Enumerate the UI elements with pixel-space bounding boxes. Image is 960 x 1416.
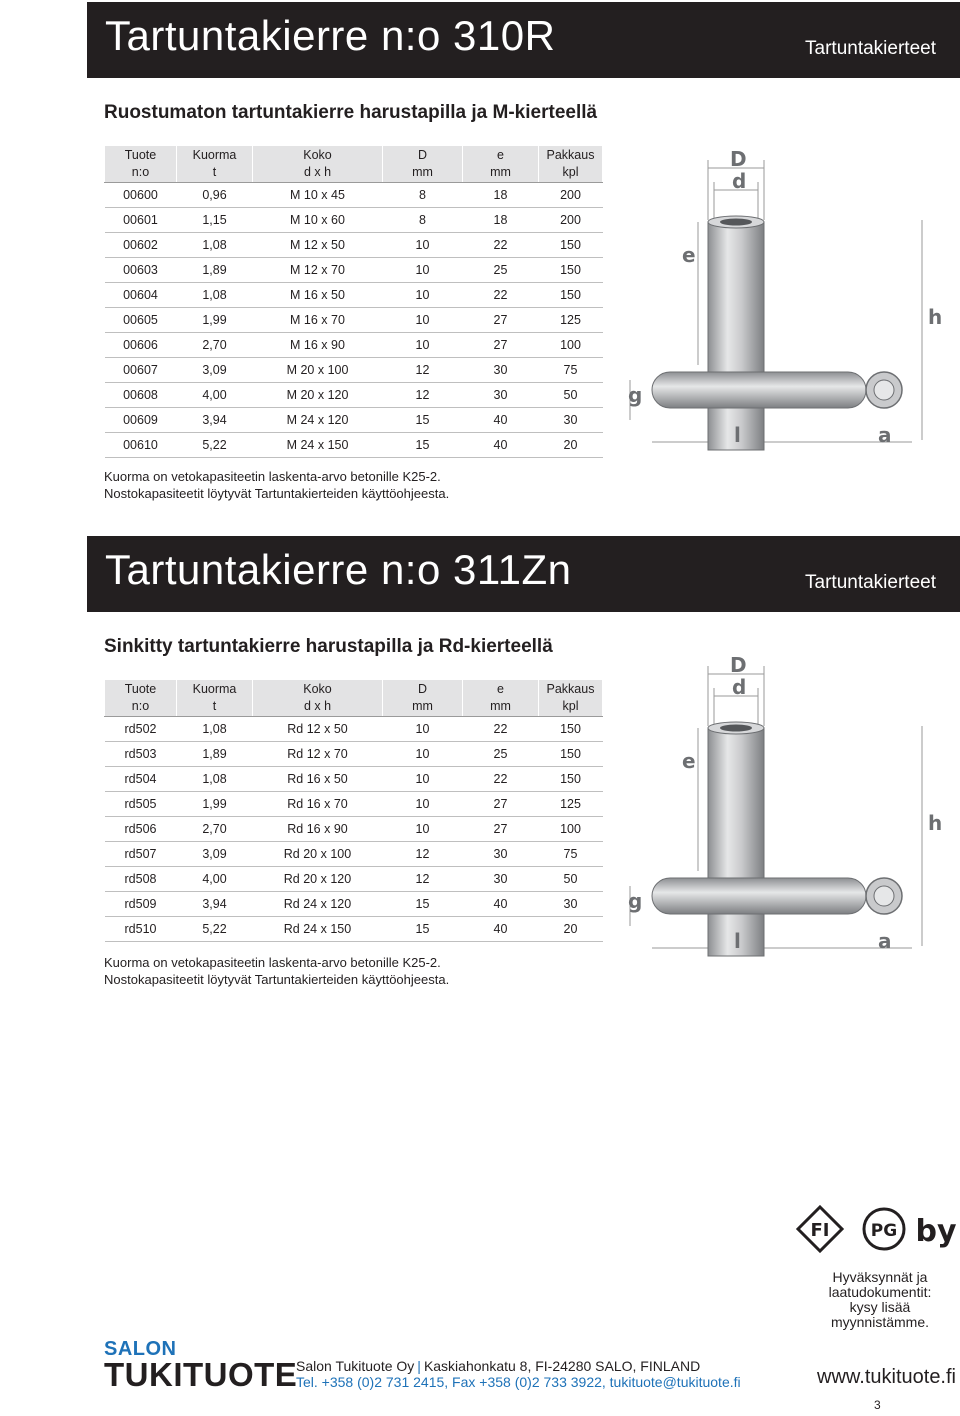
column-header: e mm [463, 680, 539, 717]
table-cell: 50 [539, 383, 603, 408]
table-cell: Rd 16 x 50 [253, 767, 383, 792]
table-cell: 30 [463, 358, 539, 383]
column-header: Kuorma t [177, 146, 253, 183]
dim-label-D: D [730, 656, 747, 677]
table-cell: 10 [383, 308, 463, 333]
table-cell: M 16 x 90 [253, 333, 383, 358]
table-cell: M 10 x 60 [253, 208, 383, 233]
table-cell: 2,70 [177, 817, 253, 842]
dim-label-h: h [928, 811, 943, 835]
table-cell: 10 [383, 258, 463, 283]
table-cell: 22 [463, 233, 539, 258]
table-cell: 30 [539, 892, 603, 917]
table-cell: 30 [463, 383, 539, 408]
table-cell: 15 [383, 408, 463, 433]
section-banner [87, 536, 960, 612]
table-row [105, 333, 603, 358]
table-cell: 10 [383, 283, 463, 308]
table-cell: 3,94 [177, 408, 253, 433]
svg-text:PG: PG [870, 1221, 898, 1241]
table-header-row [105, 146, 603, 183]
table-cell: 150 [539, 233, 603, 258]
table-cell: 8 [383, 183, 463, 208]
table-cell: 3,94 [177, 892, 253, 917]
table-cell: 1,08 [177, 767, 253, 792]
table-cell: 00601 [105, 208, 177, 233]
dim-label-l: l [734, 423, 741, 447]
table-cell: M 20 x 100 [253, 358, 383, 383]
table-cell: 10 [383, 742, 463, 767]
table-cell: 40 [463, 433, 539, 458]
table-cell: 1,15 [177, 208, 253, 233]
table-cell: 00605 [105, 308, 177, 333]
column-header: Koko d x h [253, 146, 383, 183]
table-cell: 18 [463, 208, 539, 233]
table-cell: 27 [463, 792, 539, 817]
table-cell: 0,96 [177, 183, 253, 208]
table-cell: 00604 [105, 283, 177, 308]
table-cell: 150 [539, 767, 603, 792]
table-row [105, 208, 603, 233]
table-cell: 100 [539, 817, 603, 842]
table-cell: 10 [383, 817, 463, 842]
table-cell: 5,22 [177, 917, 253, 942]
table-cell: 27 [463, 333, 539, 358]
table-cell: 12 [383, 358, 463, 383]
table-cell: 12 [383, 383, 463, 408]
company-info: Salon Tukituote Oy | Kaskiahonkatu 8, FI-24280 SALO, FINLAND Tel. +358 (0)2 731 2415, Fax +358 (0)2 733 3922, tukituote@tukituote.fi [296, 1358, 741, 1390]
table-cell: 10 [383, 792, 463, 817]
table-cell: 1,08 [177, 717, 253, 742]
table-cell: 4,00 [177, 867, 253, 892]
table-cell: 20 [539, 917, 603, 942]
table-row [105, 817, 603, 842]
table-cell: rd508 [105, 867, 177, 892]
table-cell: 200 [539, 208, 603, 233]
table-row [105, 717, 603, 742]
table-cell: 10 [383, 767, 463, 792]
table-cell: 10 [383, 333, 463, 358]
table-cell: 100 [539, 333, 603, 358]
table-cell: M 16 x 70 [253, 308, 383, 333]
table-cell: 75 [539, 358, 603, 383]
note-text: Nostokapasiteetit löytyvät Tartuntakierteiden käyttöohjeesta. [104, 486, 450, 501]
table-cell: M 24 x 150 [253, 433, 383, 458]
table-row [105, 383, 603, 408]
table-cell: 22 [463, 767, 539, 792]
table-cell: 25 [463, 742, 539, 767]
table-cell: rd507 [105, 842, 177, 867]
dim-label-g: g [628, 889, 643, 913]
table-row [105, 767, 603, 792]
table-cell: Rd 24 x 150 [253, 917, 383, 942]
note-text: Kuorma on vetokapasiteetin laskenta-arvo betonille K25-2. [104, 955, 441, 970]
table-cell: 10 [383, 233, 463, 258]
column-header: Pakkaus kpl [539, 146, 603, 183]
column-header: Koko d x h [253, 680, 383, 717]
company-contact: Tel. +358 (0)2 731 2415, Fax +358 (0)2 733 3922, tukituote@tukituote.fi [296, 1374, 741, 1390]
table-cell: 3,09 [177, 842, 253, 867]
column-header: Kuorma t [177, 680, 253, 717]
table-row [105, 917, 603, 942]
company-logo: SALON TUKITUOTE [104, 1338, 298, 1393]
table-cell: 40 [463, 917, 539, 942]
table-cell: M 16 x 50 [253, 283, 383, 308]
table-cell: 150 [539, 283, 603, 308]
page-title: Tartuntakierre n:o 310R [105, 12, 556, 59]
table-cell: 15 [383, 892, 463, 917]
approvals-note: Hyväksynnät ja laatudokumentit: kysy lisää myynnistämme. [828, 1269, 932, 1330]
table-row [105, 742, 603, 767]
column-header: Pakkaus kpl [539, 680, 603, 717]
table-row [105, 792, 603, 817]
table-cell: 18 [463, 183, 539, 208]
website-link[interactable]: www.tukituote.fi [817, 1366, 956, 1388]
table-cell: 50 [539, 867, 603, 892]
table-cell: 10 [383, 717, 463, 742]
table-cell: 125 [539, 792, 603, 817]
table-cell: rd506 [105, 817, 177, 842]
column-header: Tuote n:o [105, 680, 177, 717]
table-cell: 15 [383, 917, 463, 942]
table-cell: Rd 24 x 120 [253, 892, 383, 917]
certification-badges [780, 1205, 960, 1255]
category-label: Tartuntakierteet [805, 572, 936, 593]
svg-text:by: by [915, 1214, 957, 1249]
table-row [105, 258, 603, 283]
table-cell: M 12 x 50 [253, 233, 383, 258]
pg-mark-icon [864, 1209, 904, 1249]
table-cell: 30 [463, 842, 539, 867]
table-cell: Rd 12 x 70 [253, 742, 383, 767]
table-cell: 150 [539, 258, 603, 283]
table-cell: rd504 [105, 767, 177, 792]
table-cell: 40 [463, 408, 539, 433]
page-number: 3 [874, 1398, 881, 1412]
table-cell: 27 [463, 817, 539, 842]
dim-label-e: e [682, 243, 696, 267]
table-row [105, 233, 603, 258]
table-cell: Rd 16 x 70 [253, 792, 383, 817]
table-cell: 1,89 [177, 258, 253, 283]
table-cell: 15 [383, 433, 463, 458]
table-cell: 1,99 [177, 792, 253, 817]
table-cell: Rd 20 x 120 [253, 867, 383, 892]
dim-label-d: d [732, 675, 747, 699]
by-mark-icon [915, 1214, 956, 1249]
table-row [105, 408, 603, 433]
table-cell: M 12 x 70 [253, 258, 383, 283]
dim-label-h: h [928, 305, 943, 329]
anchor-diagram [622, 656, 958, 968]
table-cell: Rd 20 x 100 [253, 842, 383, 867]
table-cell: M 10 x 45 [253, 183, 383, 208]
anchor-diagram [622, 150, 958, 462]
table-cell: 1,99 [177, 308, 253, 333]
note-text: Nostokapasiteetit löytyvät Tartuntakierteiden käyttöohjeesta. [104, 972, 450, 987]
dim-label-l: l [734, 929, 741, 953]
page-title: Tartuntakierre n:o 311Zn [105, 546, 572, 593]
table-cell: 00600 [105, 183, 177, 208]
table-row [105, 892, 603, 917]
column-header: D mm [383, 680, 463, 717]
table-cell: 1,89 [177, 742, 253, 767]
table-cell: rd505 [105, 792, 177, 817]
table-row [105, 867, 603, 892]
table-cell: 75 [539, 842, 603, 867]
table-row [105, 183, 603, 208]
table-cell: 27 [463, 308, 539, 333]
table-cell: 25 [463, 258, 539, 283]
table-cell: 1,08 [177, 283, 253, 308]
column-header: Tuote n:o [105, 146, 177, 183]
column-header: D mm [383, 146, 463, 183]
table-cell: 30 [463, 867, 539, 892]
table-row [105, 358, 603, 383]
table-cell: 125 [539, 308, 603, 333]
dim-label-g: g [628, 383, 643, 407]
table-cell: rd510 [105, 917, 177, 942]
section-subtitle: Sinkitty tartuntakierre harustapilla ja Rd-kierteellä [104, 636, 553, 657]
table-cell: 00608 [105, 383, 177, 408]
table-cell: 40 [463, 892, 539, 917]
table-row [105, 283, 603, 308]
table-cell: 00609 [105, 408, 177, 433]
column-header: e mm [463, 146, 539, 183]
spec-table [104, 680, 603, 942]
svg-text:FI: FI [810, 1220, 830, 1241]
table-cell: rd502 [105, 717, 177, 742]
table-cell: 00602 [105, 233, 177, 258]
table-cell: 00603 [105, 258, 177, 283]
table-header-row [105, 680, 603, 717]
spec-table [104, 146, 603, 458]
dim-label-a: a [878, 423, 892, 447]
company-name: Salon Tukituote Oy [296, 1358, 415, 1374]
table-cell: 22 [463, 283, 539, 308]
table-row [105, 842, 603, 867]
table-cell: 8 [383, 208, 463, 233]
table-cell: 200 [539, 183, 603, 208]
table-cell: 00606 [105, 333, 177, 358]
table-cell: M 20 x 120 [253, 383, 383, 408]
fi-mark-icon [798, 1207, 842, 1251]
table-cell: 30 [539, 408, 603, 433]
table-cell: 20 [539, 433, 603, 458]
table-cell: Rd 16 x 90 [253, 817, 383, 842]
category-label: Tartuntakierteet [805, 38, 936, 59]
table-cell: 22 [463, 717, 539, 742]
table-row [105, 433, 603, 458]
table-cell: 12 [383, 867, 463, 892]
table-cell: 12 [383, 842, 463, 867]
company-address: Kaskiahonkatu 8, FI-24280 SALO, FINLAND [423, 1358, 701, 1374]
dim-label-a: a [878, 929, 892, 953]
note-text: Kuorma on vetokapasiteetin laskenta-arvo betonille K25-2. [104, 469, 441, 484]
section-subtitle: Ruostumaton tartuntakierre harustapilla ja M-kierteellä [104, 102, 598, 123]
table-cell: 00607 [105, 358, 177, 383]
table-cell: rd503 [105, 742, 177, 767]
table-cell: 00610 [105, 433, 177, 458]
table-cell: 5,22 [177, 433, 253, 458]
table-cell: 1,08 [177, 233, 253, 258]
dim-label-d: d [732, 169, 747, 193]
table-cell: M 24 x 120 [253, 408, 383, 433]
table-cell: 3,09 [177, 358, 253, 383]
table-cell: Rd 12 x 50 [253, 717, 383, 742]
table-cell: 4,00 [177, 383, 253, 408]
dim-label-e: e [682, 749, 696, 773]
table-cell: 150 [539, 742, 603, 767]
section-banner [87, 2, 960, 78]
dim-label-D: D [730, 150, 747, 171]
table-cell: 2,70 [177, 333, 253, 358]
table-cell: rd509 [105, 892, 177, 917]
table-row [105, 308, 603, 333]
table-cell: 150 [539, 717, 603, 742]
